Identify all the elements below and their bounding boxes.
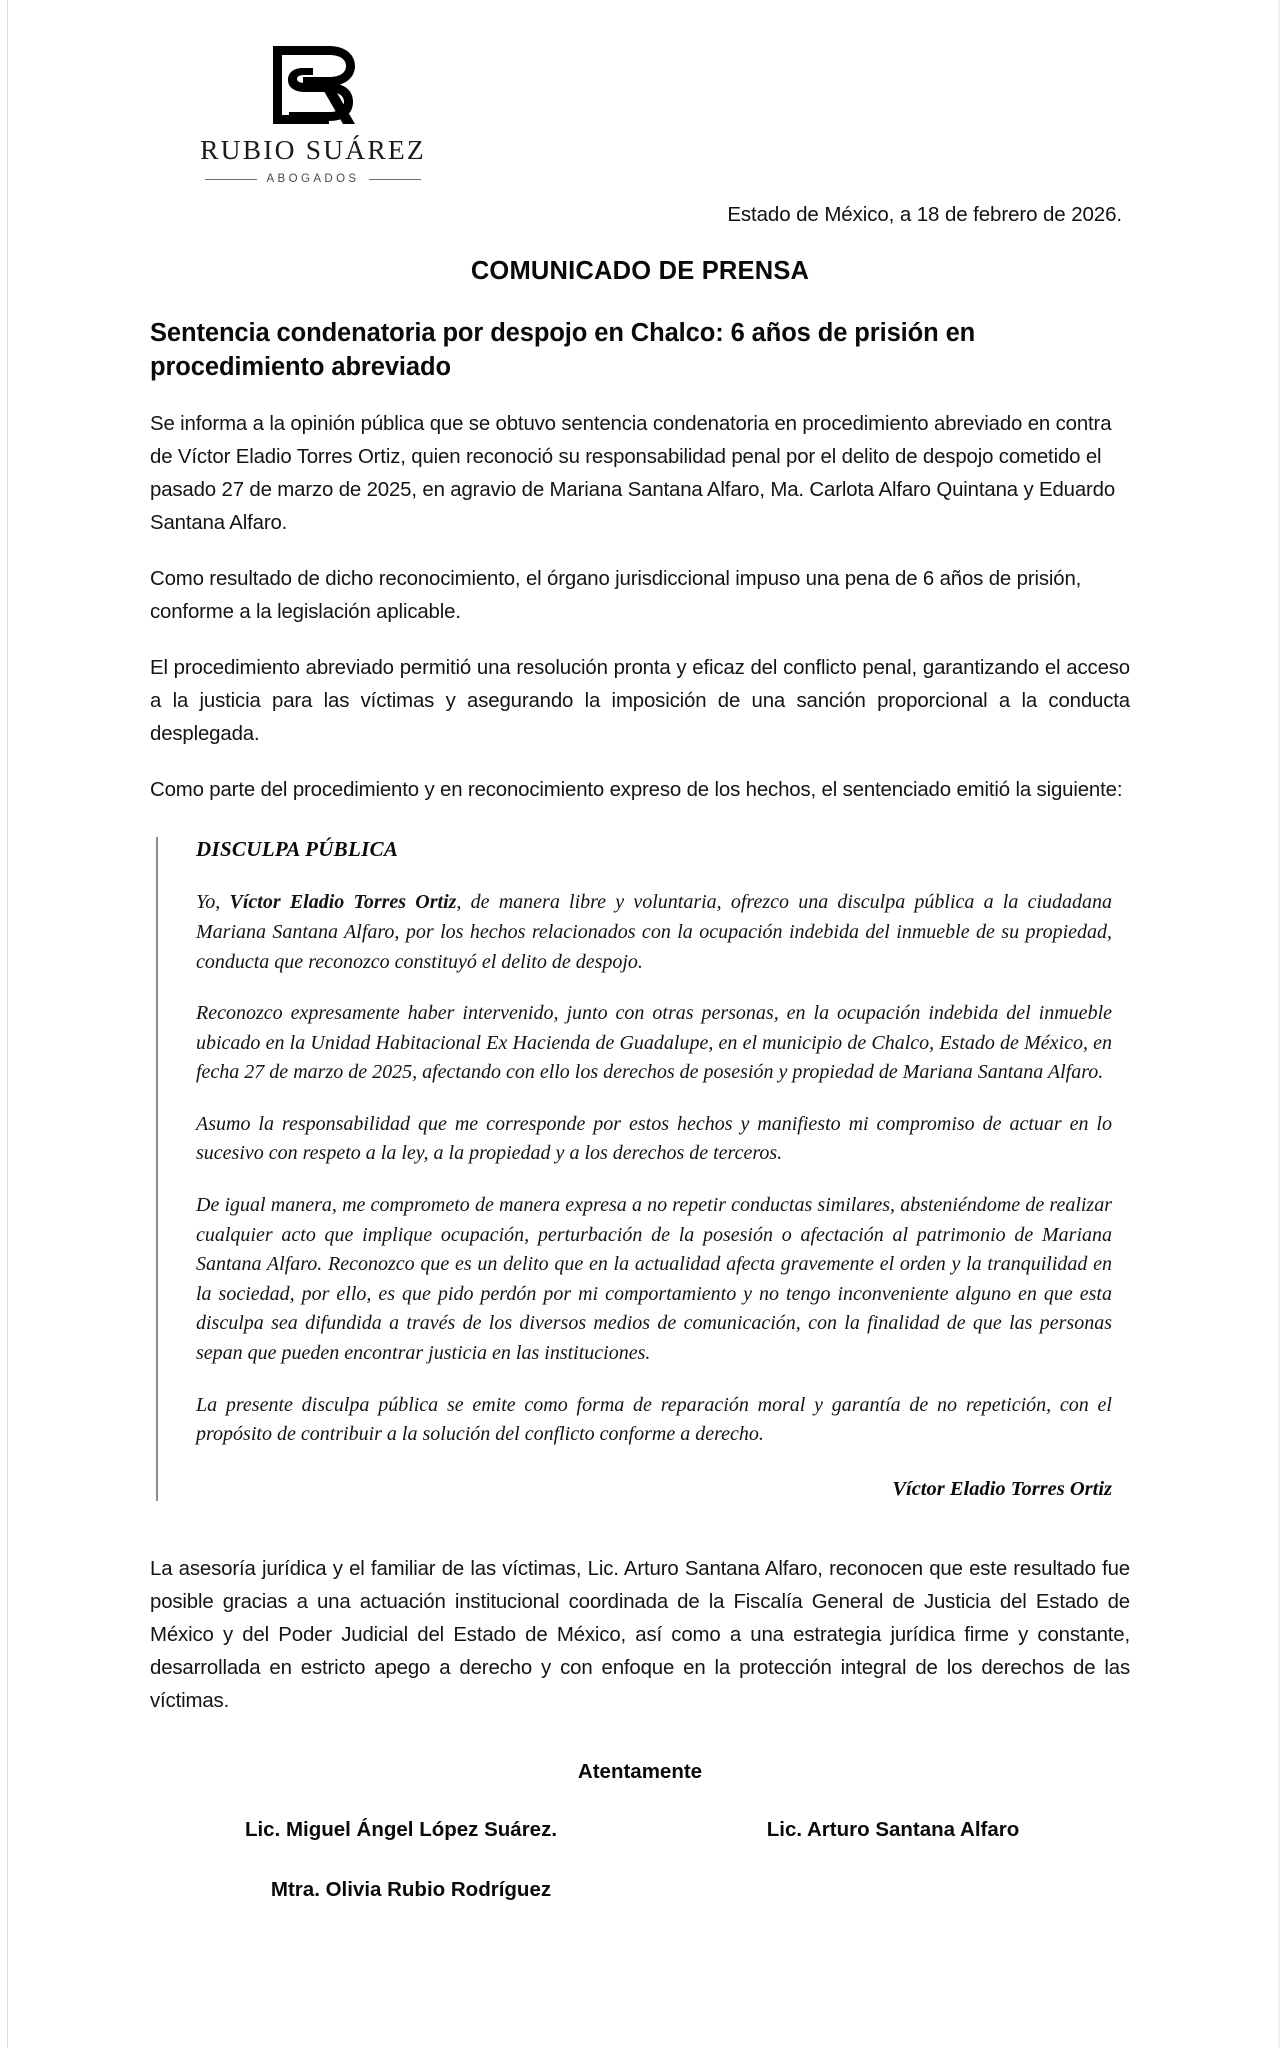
firm-name: RUBIO SUÁREZ xyxy=(200,134,426,165)
apology-signatory-name: Víctor Eladio Torres Ortiz xyxy=(229,891,457,914)
apology-paragraph-2: Reconozco expresamente haber intervenido, junto con otras personas, en la ocupación indebida del inmueble ubicado en la Unidad Habitacional Ex Hacienda de Guadalupe, en el municipio de Chalco, Estado de México, en fecha 27 de marzo de 2025, afectando con ello los derechos de posesión y propiedad de Mariana Santana Alfaro. xyxy=(196,1002,1112,1084)
logo-rule-right xyxy=(369,179,421,180)
body-paragraph-1: Se informa a la opinión pública que se obtuvo sentencia condenatoria en procedimiento abreviado en contra de Víctor Eladio Torres Ortiz, quien reconoció su responsabilidad penal por el delito de despojo cometido el pasado 27 de marzo de 2025, en agravio de Mariana Santana Alfaro, Ma. Carlota Alfaro Quintana y Eduardo Santana Alfaro. xyxy=(150,412,1116,534)
apology-heading: DISCULPA PÚBLICA xyxy=(196,837,399,862)
closing-paragraph: La asesoría jurídica y el familiar de las víctimas, Lic. Arturo Santana Alfaro, reconocen que este resultado fue posible gracias a una actuación institucional coordinada de la Fiscalía General de Justicia del Estado de México y del Poder Judicial del Estado de México, así como a una estrategia jurídica firme y constante, desarrollada en estricto apego a derecho y con enfoque en la protección integral de los derechos de las víctimas. xyxy=(150,1557,1130,1712)
apology-lead-text: Yo, xyxy=(196,891,230,914)
firm-logo xyxy=(198,42,428,185)
apology-paragraph-3: Asumo la responsabilidad que me corresponde por estos hechos y manifiesto mi compromiso de actuar en lo sucesivo con respeto a la ley, a la propiedad y a los derechos de terceros. xyxy=(196,1112,1112,1165)
apology-paragraph-1 xyxy=(196,888,1130,977)
logo-rule-left xyxy=(205,179,257,180)
page-title: Sentencia condenatoria por despojo en Chalco: 6 años de prisión en procedimiento abreviado xyxy=(150,319,976,382)
firm-subtitle-row xyxy=(198,173,428,185)
body-paragraph-2: Como resultado de dicho reconocimiento, el órgano jurisdiccional impuso una pena de 6 años de prisión, conforme a la legislación aplicable. xyxy=(150,568,1082,624)
apology-rest-text: , de manera libre y voluntaria, ofrezco una disculpa pública a la ciudadana Mariana Santana Alfaro, por los hechos relacionados con la ocupación indebida del inmueble de su propiedad, conducta que reconozco constituyó el delito de despojo. xyxy=(196,891,1113,973)
letterhead xyxy=(150,0,1130,185)
signature-right-1: Lic. Arturo Santana Alfaro xyxy=(766,1818,1020,1842)
dateline: Estado de México, a 18 de febrero de 2026. xyxy=(727,203,1122,226)
apology-signature: Víctor Eladio Torres Ortiz xyxy=(892,1477,1112,1500)
public-apology-block xyxy=(156,837,1130,1501)
document-kicker: COMUNICADO DE PRENSA xyxy=(470,257,810,285)
signature-row-1 xyxy=(150,1818,1130,1842)
apology-paragraph-4: De igual manera, me comprometo de manera expresa a no repetir conductas similares, absteniéndome de realizar cualquier acto que implique ocupación, perturbación de la posesión o afectación al patrimonio de Mariana Santana Alfaro. Reconozco que es un delito que en la actualidad afecta gravemente el orden y la tranquilidad en la sociedad, por ello, es que pido perdón por mi comportamiento y no tengo inconveniente alguno en que esta disculpa sea difundida a través de los diversos medios de comunicación, con la finalidad de que las personas sepan que pueden encontrar justicia en las instituciones. xyxy=(196,1194,1112,1365)
firm-subtitle: ABOGADOS xyxy=(266,173,360,185)
sign-off-label: Atentamente xyxy=(577,1760,703,1784)
body-paragraph-4: Como parte del procedimiento y en reconocimiento expreso de los hechos, el sentenciado emitió la siguiente: xyxy=(150,779,1123,802)
body-paragraph-3: El procedimiento abreviado permitió una resolución pronta y eficaz del conflicto penal, garantizando el acceso a la justicia para las víctimas y asegurando la imposición de una sanción proporcional a la conducta desplegada. xyxy=(150,657,1130,746)
rs-monogram-logo-icon xyxy=(267,42,359,128)
apology-paragraph-5: La presente disculpa pública se emite como forma de reparación moral y garantía de no repetición, con el propósito de contribuir a la solución del conflicto conforme a derecho. xyxy=(196,1393,1112,1446)
signature-left-2: Mtra. Olivia Rubio Rodríguez xyxy=(270,1878,552,1902)
signature-left-1: Lic. Miguel Ángel López Suárez. xyxy=(244,1818,558,1842)
